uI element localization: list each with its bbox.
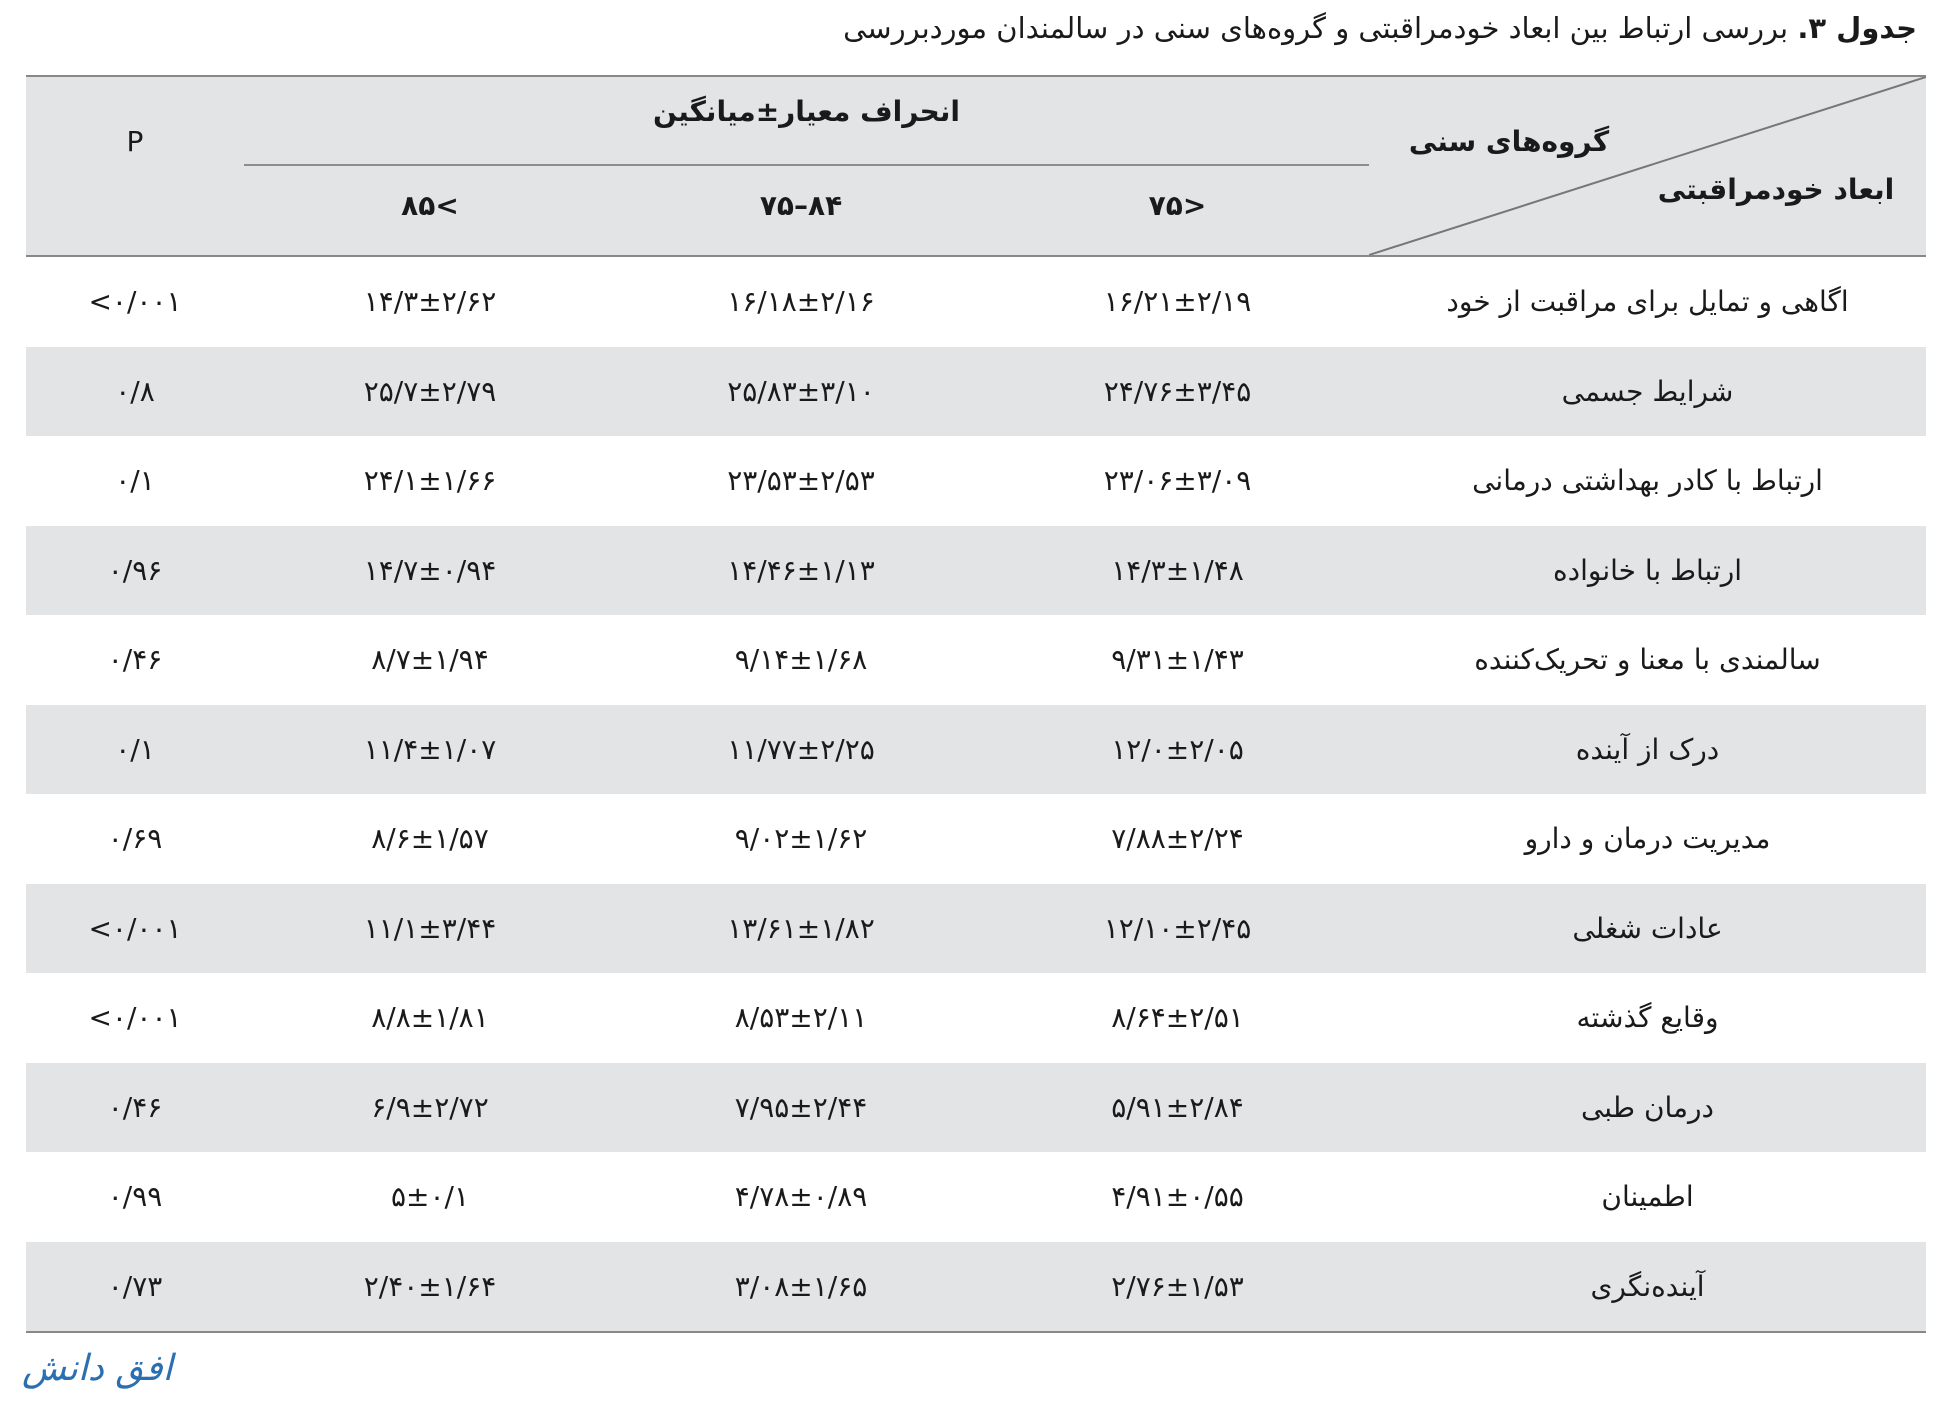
- value-cell-lt75: ۲۳/۰۶±۳/۰۹: [1103, 464, 1252, 498]
- value-cell-75-84: ۱۱/۷۷±۲/۲۵: [727, 732, 875, 766]
- p-value-cell: ۰/۹۹: [107, 1180, 163, 1214]
- value-cell-gt85: ۱۴/۳±۲/۶۲: [363, 285, 497, 319]
- p-value-cell: ۰/۱: [115, 464, 155, 498]
- dimension-cell: سالمندی با معنا و تحریک‌کننده: [1474, 643, 1821, 677]
- table-row: [26, 884, 1926, 974]
- value-cell-gt85: ۲۴/۱±۱/۶۶: [363, 464, 497, 498]
- dimension-cell: ارتباط با خانواده: [1552, 553, 1743, 587]
- value-cell-75-84: ۱۳/۶۱±۱/۸۲: [727, 911, 875, 945]
- table-row: [26, 257, 1926, 347]
- table-row: [26, 1063, 1926, 1153]
- p-value-cell: ۰/۹۶: [107, 553, 163, 587]
- p-value-cell: ۰/۴۶: [107, 1090, 163, 1124]
- header-span-rule: [244, 164, 1369, 166]
- dimension-cell: درک از آینده: [1575, 732, 1720, 766]
- value-cell-75-84: ۴/۷۸±۰/۸۹: [734, 1180, 868, 1214]
- value-cell-lt75: ۱۲/۱۰±۲/۴۵: [1103, 911, 1252, 945]
- dimension-cell: اگاهی و تمایل برای مراقبت از خود: [1446, 285, 1849, 319]
- table-row: [26, 705, 1926, 795]
- table-row: [26, 615, 1926, 705]
- p-value-cell: ۰/۱: [115, 732, 155, 766]
- table-caption: [17, 6, 1917, 50]
- header-p: P: [126, 125, 144, 158]
- dimension-cell: وقایع گذشته: [1576, 1001, 1719, 1035]
- value-cell-75-84: ۱۶/۱۸±۲/۱۶: [727, 285, 875, 319]
- header-age-groups: گروه‌های سنی: [1408, 125, 1610, 158]
- dimension-cell: درمان طبی: [1580, 1090, 1715, 1124]
- caption-text: بررسی ارتباط بین ابعاد خودمراقبتی و گروه‌های سنی در سالمندان موردبررسی: [843, 11, 1798, 45]
- value-cell-lt75: ۴/۹۱±۰/۵۵: [1111, 1180, 1244, 1214]
- dimension-cell: مدیریت درمان و دارو: [1524, 822, 1771, 856]
- table-row: [26, 347, 1926, 437]
- dimension-cell: آینده‌نگری: [1590, 1269, 1705, 1303]
- table-row: [26, 973, 1926, 1063]
- value-cell-lt75: ۵/۹۱±۲/۸۴: [1111, 1090, 1244, 1124]
- header-dimensions: ابعاد خودمراقبتی: [1657, 173, 1895, 206]
- table-row: [26, 1152, 1926, 1242]
- p-value-cell: <۰/۰۰۱: [88, 1001, 182, 1035]
- value-cell-lt75: ۸/۶۴±۲/۵۱: [1111, 1001, 1244, 1035]
- value-cell-gt85: ۸/۶±۱/۵۷: [371, 822, 489, 856]
- value-cell-gt85: ۲/۴۰±۱/۶۴: [363, 1269, 497, 1303]
- p-value-cell: ۰/۷۳: [107, 1269, 163, 1303]
- header-mean-sd: انحراف معیار±میانگین: [653, 95, 960, 128]
- value-cell-75-84: ۲۵/۸۳±۳/۱۰: [727, 374, 875, 408]
- dimension-cell: عادات شغلی: [1572, 911, 1723, 945]
- header-col-75-84: ۷۵–۸۴: [759, 189, 843, 222]
- value-cell-lt75: ۱۶/۲۱±۲/۱۹: [1103, 285, 1252, 319]
- p-value-cell: ۰/۶۹: [107, 822, 163, 856]
- value-cell-lt75: ۱۴/۳±۱/۴۸: [1111, 553, 1244, 587]
- p-value-cell: ۰/۴۶: [107, 643, 163, 677]
- value-cell-gt85: ۸/۷±۱/۹۴: [371, 643, 489, 677]
- value-cell-gt85: ۲۵/۷±۲/۷۹: [363, 374, 497, 408]
- data-table: [26, 75, 1926, 1333]
- value-cell-lt75: ۲۴/۷۶±۳/۴۵: [1103, 374, 1252, 408]
- value-cell-lt75: ۲/۷۶±۱/۵۳: [1111, 1269, 1244, 1303]
- caption-label: جدول ۳.: [1797, 11, 1917, 45]
- value-cell-gt85: ۱۱/۱±۳/۴۴: [363, 911, 497, 945]
- dimension-cell: شرایط جسمی: [1561, 374, 1734, 408]
- p-value-cell: <۰/۰۰۱: [88, 285, 182, 319]
- value-cell-lt75: ۹/۳۱±۱/۴۳: [1111, 643, 1244, 677]
- value-cell-75-84: ۱۴/۴۶±۱/۱۳: [727, 553, 875, 587]
- value-cell-75-84: ۲۳/۵۳±۲/۵۳: [727, 464, 875, 498]
- value-cell-gt85: ۶/۹±۲/۷۲: [371, 1090, 489, 1124]
- table-header: [26, 75, 1926, 257]
- value-cell-gt85: ۸/۸±۱/۸۱: [371, 1001, 489, 1035]
- value-cell-gt85: ۱۱/۴±۱/۰۷: [363, 732, 497, 766]
- p-value-cell: <۰/۰۰۱: [88, 911, 182, 945]
- table-row: [26, 526, 1926, 616]
- dimension-cell: ارتباط با کادر بهداشتی درمانی: [1472, 464, 1823, 498]
- value-cell-75-84: ۸/۵۳±۲/۱۱: [734, 1001, 868, 1035]
- table-bottom-rule: [26, 1331, 1926, 1333]
- table-row: [26, 794, 1926, 884]
- value-cell-lt75: ۷/۸۸±۲/۲۴: [1111, 822, 1244, 856]
- value-cell-75-84: ۹/۰۲±۱/۶۲: [734, 822, 868, 856]
- p-value-cell: ۰/۸: [115, 374, 155, 408]
- value-cell-lt75: ۱۲/۰±۲/۰۵: [1111, 732, 1244, 766]
- table-body: [26, 257, 1926, 1331]
- table-row: [26, 1242, 1926, 1332]
- header-col-lt75: ۷۵>: [1148, 189, 1207, 222]
- dimension-cell: اطمینان: [1601, 1180, 1694, 1214]
- header-diagonal-divider: [1369, 77, 1926, 255]
- value-cell-75-84: ۷/۹۵±۲/۴۴: [734, 1090, 868, 1124]
- value-cell-gt85: ۱۴/۷±۰/۹۴: [363, 553, 497, 587]
- header-col-gt85: ۸۵<: [401, 189, 459, 222]
- journal-logo: افق دانش: [22, 1348, 173, 1389]
- table-row: [26, 436, 1926, 526]
- value-cell-gt85: ۵±۰/۱: [390, 1180, 469, 1214]
- value-cell-75-84: ۹/۱۴±۱/۶۸: [734, 643, 868, 677]
- value-cell-75-84: ۳/۰۸±۱/۶۵: [734, 1269, 868, 1303]
